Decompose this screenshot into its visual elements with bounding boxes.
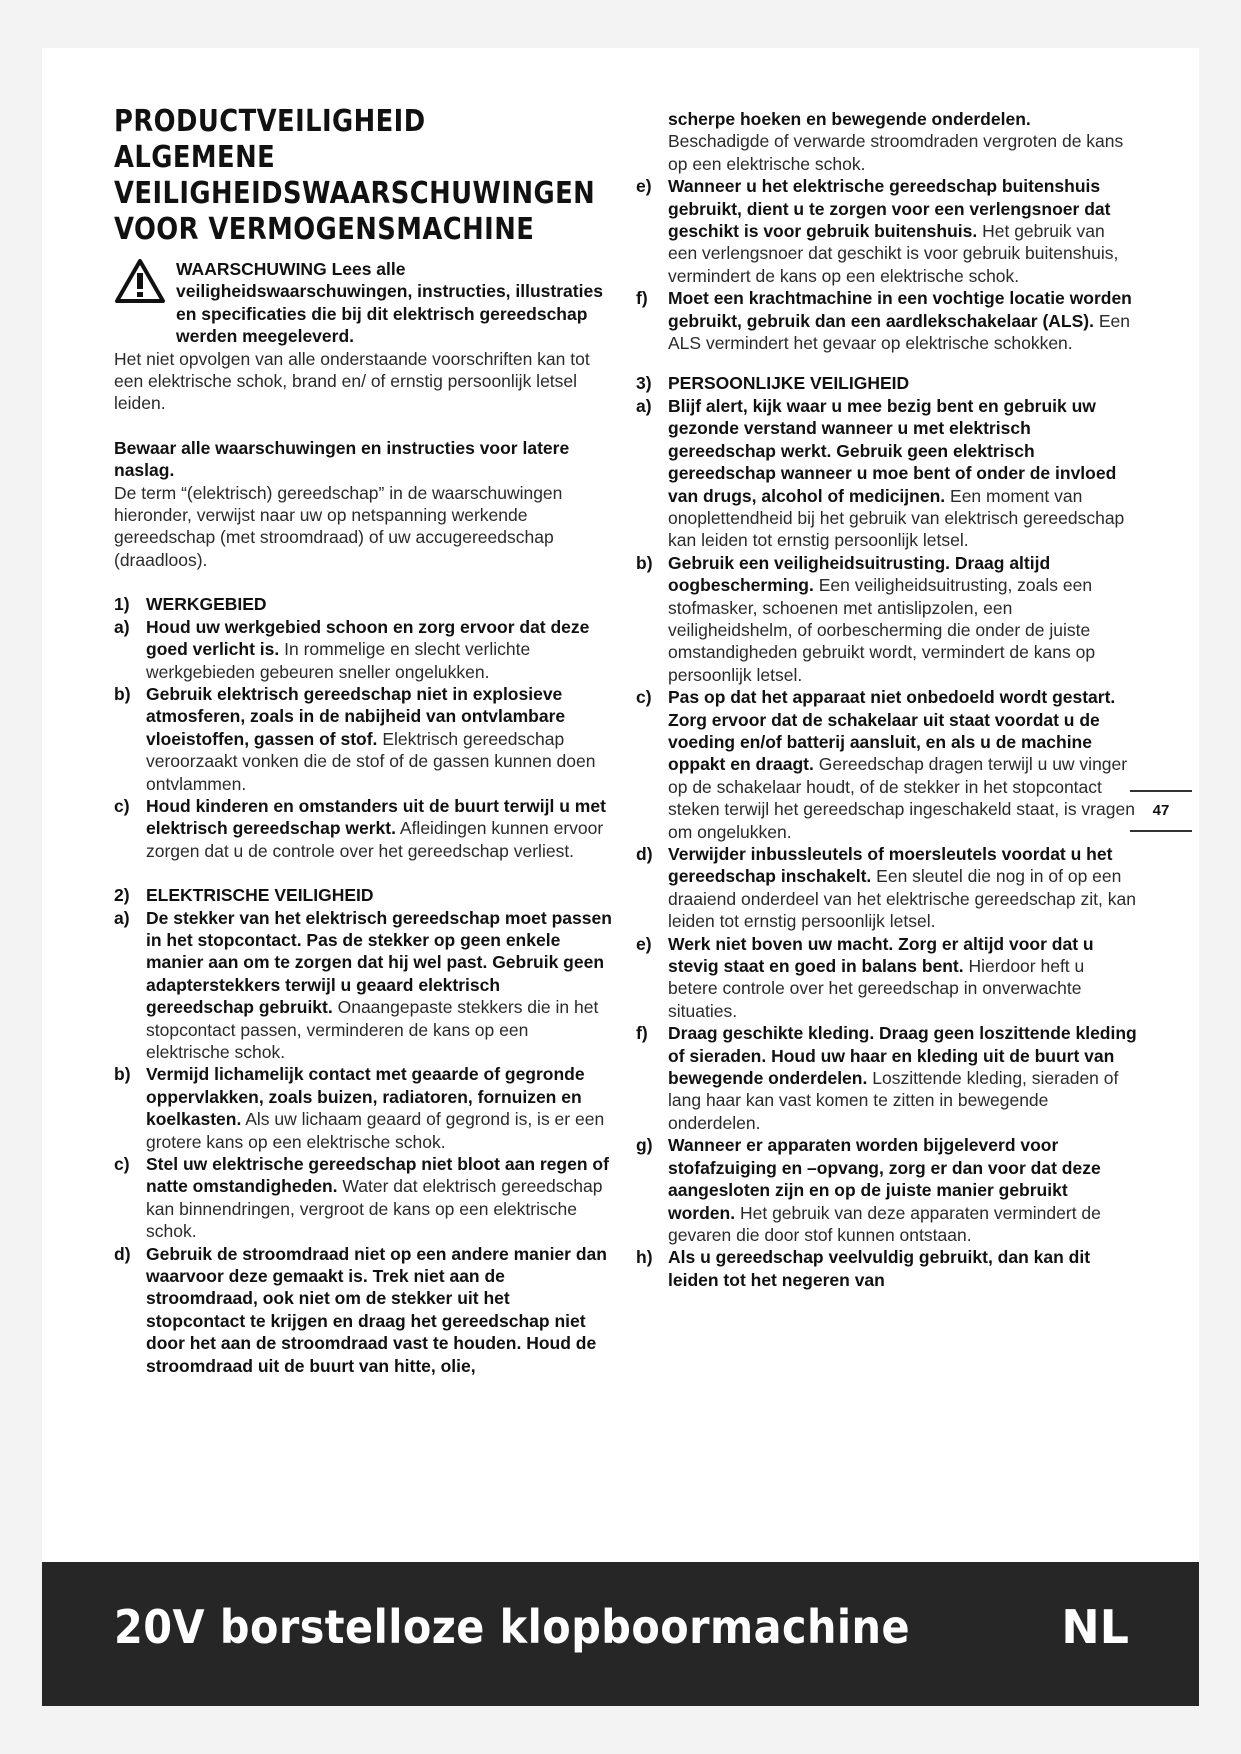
page-heading: PRODUCTVEILIGHEID ALGEMENE VEILIGHEIDSWAARSCHUWINGEN VOOR VERMOGENSMACHINE — [114, 104, 596, 247]
right-column — [636, 108, 1138, 1291]
warning-label: WAARSCHUWING — [176, 259, 327, 279]
list-item: h) Als u gereedschap veelvuldig gebruikt, dan kan dit leiden tot het negeren van — [636, 1247, 1091, 1290]
list-item: b) Gebruik een veiligheidsuitrusting. Draag altijd oogbescherming. Een veiligheidsuitrusting, zoals een stofmasker, schoenen met antislipzolen, een veiligheidshelm, of oorbescherming die onder de juiste omstandigheden gebruikt wordt, vermindert de kans op persoonlijk letsel. — [636, 552, 1096, 685]
divider — [1130, 830, 1192, 832]
list-item: f) Draag geschikte kleding. Draag geen loszittende kleding of sieraden. Houd uw haar en kleding uit de buurt van bewegende onderdelen. Loszittende kleding, sieraden of lang haar kan vast komen te zitten in bewegende onderdelen. — [636, 1023, 1137, 1133]
page-number-marker — [1130, 790, 1192, 832]
list-item: e) Wanneer u het elektrische gereedschap buitenshuis gebruikt, dient u te zorgen voor een verlengsnoer dat geschikt is voor gebruik buitenshuis. Het gebruik van een verlengsnoer dat geschikt is voor gebruik buitenshuis, vermindert de kans op een elektrische schok. — [636, 176, 1119, 286]
section-3-heading: 3) PERSOONLIJKE VEILIGHEID — [636, 373, 910, 394]
list-item: a) Blijf alert, kijk waar u mee bezig bent en gebruik uw gezonde verstand wanneer u met elektrisch gereedschap werkt. Gebruik geen elektrisch gereedschap wanneer u moe bent of onder de invloed van drugs, alcohol of medicijnen. Een moment van onoplettendheid bij het gebruik van elektrisch gereedschap kan leiden tot ernstig persoonlijk letsel. — [636, 395, 1125, 551]
list-item: b) Vermijd lichamelijk contact met geaarde of gegronde oppervlakken, zoals buizen, radiatoren, fornuizen en koelkasten. Als uw lichaam geaard of gegrond is, is er een grotere kans op een elektrische schok. — [114, 1064, 605, 1152]
list-item: b) Gebruik elektrisch gereedschap niet in explosieve atmosferen, zoals in de nabijheid van ontvlambare vloeistoffen, gassen of stof. Elektrisch gereedschap veroorzaakt vonken die de stof of de gassen kunnen doen ontvlammen. — [114, 683, 596, 794]
list-item: c) Houd kinderen en omstanders uit de buurt terwijl u met elektrisch gereedschap werkt. Afleidingen kunnen ervoor zorgen dat u de controle over het gereedschap verliest. — [114, 795, 606, 861]
warning-body: Het niet opvolgen van alle onderstaande voorschriften kan tot een elektrische schok, brand en/ of ernstig persoonlijk letsel leiden. — [114, 348, 590, 414]
list-item: c) Stel uw elektrische gereedschap niet bloot aan regen of natte omstandigheden. Water dat elektrisch gereedschap kan binnendringen, vergroot de kans op een elektrische schok. — [114, 1154, 609, 1242]
list-item: a) Houd uw werkgebied schoon en zorg ervoor dat deze goed verlicht is. In rommelige en slecht verlichte werkgebieden gebeuren sneller ongelukken. — [114, 616, 590, 682]
list-item: d) Verwijder inbussleutels of moersleutels voordat u het gereedschap inschakelt. Een sleutel die nog in of op een draaiend onderdeel van het elektrische gereedschap zit, kan leiden tot ernstig persoonlijk letsel. — [636, 844, 1136, 932]
keep-text: De term “(elektrisch) gereedschap” in de waarschuwingen hieronder, verwijst naar uw op netspanning werkende gereedschap (met stroomdraad) of uw accugereedschap (draadloos). — [114, 482, 563, 570]
keep-bold: Bewaar alle waarschuwingen en instructies voor latere naslag. — [114, 437, 570, 481]
list-item: f) Moet een krachtmachine in een vochtige locatie worden gebruikt, gebruik dan een aardlekschakelaar (ALS). Een ALS vermindert het gevaar op elektrische schokken. — [636, 288, 1132, 354]
warning-block — [114, 258, 612, 415]
section-1-heading: 1) WERKGEBIED — [114, 594, 267, 615]
warning-triangle-icon — [114, 258, 166, 304]
list-item: c) Pas op dat het apparaat niet onbedoeld wordt gestart. Zorg ervoor dat de schakelaar uit staat voordat u de voeding en/of batterij aansluit, en als u de machine oppakt en draagt. Gereedschap dragen terwijl u uw vinger op de schakelaar houdt, of de stekker in het stopcontact steken terwijl het gereedschap ingeschakeld staat, is vragen om ongelukken. — [636, 687, 1135, 842]
list-item: g) Wanneer er apparaten worden bijgeleverd voor stofafzuiging en –opvang, zorg er dan voor dat deze aangesloten zijn en op de juiste manier gebruikt worden. Het gebruik van deze apparaten vermindert de gevaren die door stof kunnen ontstaan. — [636, 1135, 1101, 1245]
list-item: e) Werk niet boven uw macht. Zorg er altijd voor dat u stevig staat en goed in balans bent. Hierdoor heft u betere controle over het gereedschap in onverwachte situaties. — [636, 933, 1094, 1021]
list-item: d) Gebruik de stroomdraad niet op een andere manier dan waarvoor deze gemaakt is. Trek niet aan de stroomdraad, ook niet om de stekker uit het stopcontact te krijgen en draag het gereedschap niet door het aan de stroomdraad vast te houden. Houd de stroomdraad uit de buurt van hitte, olie, — [114, 1243, 607, 1376]
warning-text — [176, 258, 612, 348]
left-column — [114, 104, 612, 1377]
section-2-heading: 2) ELEKTRISCHE VEILIGHEID — [114, 885, 374, 906]
warning-bold: Lees alle veiligheidswaarschuwingen, instructies, illustraties en specificaties die bij dit elektrisch gereedschap werden meegeleverd. — [176, 259, 603, 347]
list-item: a) De stekker van het elektrisch gereedschap moet passen in het stopcontact. Pas de stekker op geen enkele manier aan om te zorgen dat hij wel past. Gebruik geen adapterstekkers terwijl u geaard elektrisch gereedschap gebruikt. Onaangepaste stekkers die in het stopcontact passen, verminderen de kans op een elektrische schok. — [114, 907, 612, 1062]
language-code: NL — [1061, 1600, 1129, 1654]
keep-instructions — [114, 437, 612, 571]
continuation-text: scherpe hoeken en bewegende onderdelen. Beschadigde of verwarde stroomdraden vergroten de kans op een elektrische schok. — [668, 109, 1124, 174]
product-title: 20V borstelloze klopboormachine — [114, 1600, 911, 1654]
footer-banner — [42, 1562, 1199, 1706]
page-number: 47 — [1152, 802, 1170, 819]
